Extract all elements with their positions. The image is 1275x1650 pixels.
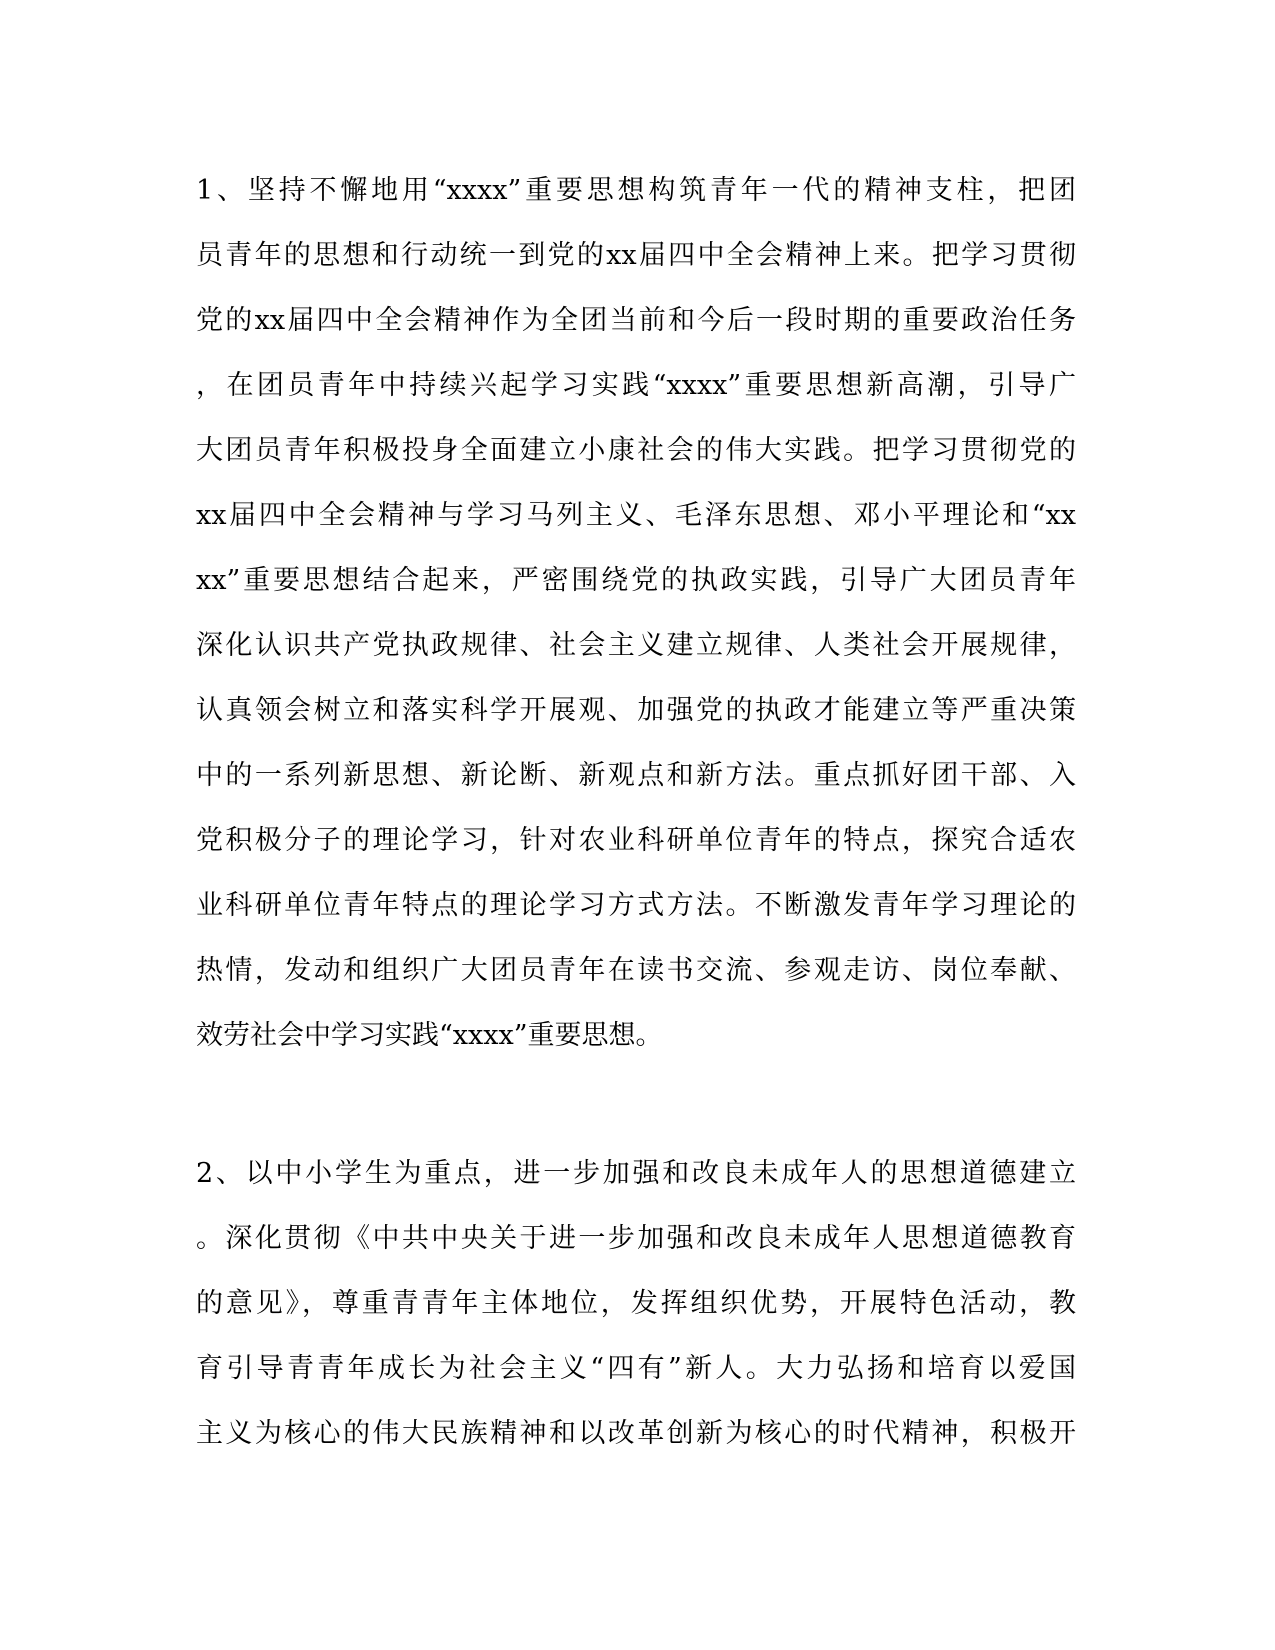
paragraph-line: 热情，发动和组织广大团员青年在读书交流、参观走访、岗位奉献、 <box>196 955 1076 986</box>
paragraph-1 <box>196 158 1076 1068</box>
paragraph-line: ，在团员青年中持续兴起学习实践“xxxx”重要思想新高潮，引导广 <box>196 370 1076 401</box>
paragraph-line: 中的一系列新思想、新论断、新观点和新方法。重点抓好团干部、入 <box>196 760 1076 791</box>
paragraph-line: xx届四中全会精神与学习马列主义、毛泽东思想、邓小平理论和“xx <box>196 500 1076 531</box>
paragraph-line: xx”重要思想结合起来，严密围绕党的执政实践，引导广大团员青年 <box>196 565 1076 596</box>
paragraph-line: 的意见》，尊重青青年主体地位，发挥组织优势，开展特色活动，教 <box>196 1288 1076 1319</box>
paragraph-line: 员青年的思想和行动统一到党的xx届四中全会精神上来。把学习贯彻 <box>196 240 1076 271</box>
paragraph-line: 党的xx届四中全会精神作为全团当前和今后一段时期的重要政治任务 <box>196 305 1076 336</box>
paragraph-line: 2、以中小学生为重点，进一步加强和改良未成年人的思想道德建立 <box>196 1158 1076 1189</box>
paragraph-line: 深化认识共产党执政规律、社会主义建立规律、人类社会开展规律， <box>196 630 1076 661</box>
paragraph-line: 大团员青年积极投身全面建立小康社会的伟大实践。把学习贯彻党的 <box>196 435 1076 466</box>
paragraph-line: 育引导青青年成长为社会主义“四有”新人。大力弘扬和培育以爱国 <box>196 1353 1076 1384</box>
paragraph-2 <box>196 1141 1076 1466</box>
paragraph-line: 。深化贯彻《中共中央关于进一步加强和改良未成年人思想道德教育 <box>196 1223 1076 1254</box>
paragraph-line: 效劳社会中学习实践“xxxx”重要思想。 <box>196 1020 663 1051</box>
paragraph-line: 1、坚持不懈地用“xxxx”重要思想构筑青年一代的精神支柱，把团 <box>196 175 1076 206</box>
paragraph-line: 认真领会树立和落实科学开展观、加强党的执政才能建立等严重决策 <box>196 695 1076 726</box>
paragraph-line: 党积极分子的理论学习，针对农业科研单位青年的特点，探究合适农 <box>196 825 1076 856</box>
paragraph-line: 主义为核心的伟大民族精神和以改革创新为核心的时代精神，积极开 <box>196 1418 1076 1449</box>
paragraph-line: 业科研单位青年特点的理论学习方式方法。不断激发青年学习理论的 <box>196 890 1076 921</box>
